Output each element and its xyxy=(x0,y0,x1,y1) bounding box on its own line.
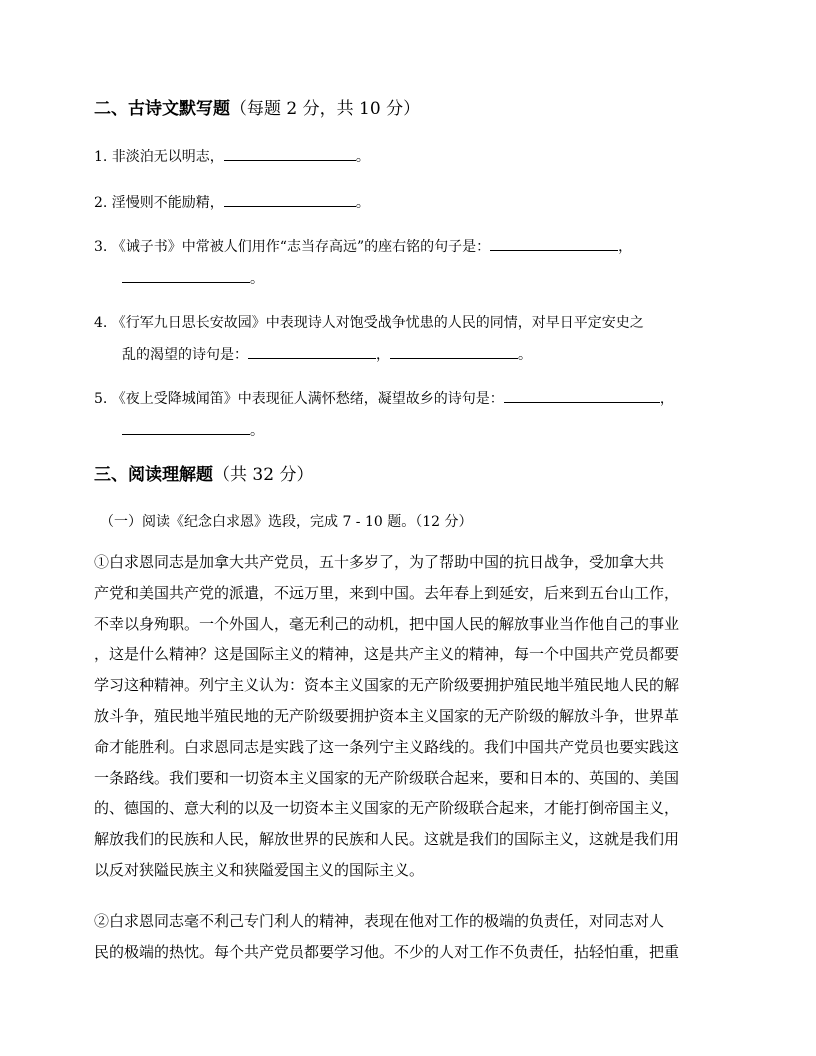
question-4-line-2 xyxy=(122,344,532,364)
section-3-score: （共 32 分） xyxy=(213,465,314,485)
reading-intro: （一）阅读《纪念白求恩》选段，完成 7 - 10 题。（12 分） xyxy=(100,514,473,530)
passage-paragraph-1 xyxy=(94,547,722,886)
question-5-text: 5. 《夜上受降城闻笛》中表现征人满怀愁绪，凝望故乡的诗句是： xyxy=(94,391,504,407)
passage-paragraph-2 xyxy=(94,906,722,968)
passage-line: 放斗争，殖民地半殖民地的无产阶级要拥护资本主义国家的无产阶级的解放斗争，世界革 xyxy=(94,706,680,725)
question-3-line-1 xyxy=(94,236,632,256)
section-3-heading xyxy=(94,460,313,485)
question-3-line-2 xyxy=(122,268,264,288)
answer-blank[interactable] xyxy=(122,281,250,283)
question-3-text: 3. 《诫子书》中常被人们用作“志当存高远”的座右铭的句子是： xyxy=(94,239,491,255)
section-2-score: （每题 2 分，共 10 分） xyxy=(230,99,421,119)
passage-line: 产党和美国共产党的派遣，不远万里，来到中国。去年春上到延安，后来到五台山工作， xyxy=(94,583,680,602)
answer-blank[interactable] xyxy=(248,357,376,359)
question-5-line-2 xyxy=(122,420,264,440)
question-4-comma: ， xyxy=(376,347,390,363)
question-5-line-1 xyxy=(94,388,674,408)
passage-line: 一条路线。我们要和一切资本主义国家的无产阶级联合起来，要和日本的、英国的、美国 xyxy=(94,768,680,787)
question-3-comma: ， xyxy=(618,239,633,255)
question-4-line-1 xyxy=(94,312,644,332)
question-2 xyxy=(94,192,370,212)
answer-blank[interactable] xyxy=(224,159,356,161)
question-5-end: 。 xyxy=(250,423,264,439)
passage-line: 学习这种精神。列宁主义认为：资本主义国家的无产阶级要拥护殖民地半殖民地人民的解 xyxy=(94,676,680,695)
passage-line: ，这是什么精神？这是国际主义的精神，这是共产主义的精神，每一个中国共产党员都要 xyxy=(94,645,680,664)
answer-blank[interactable] xyxy=(504,401,660,403)
answer-blank[interactable] xyxy=(390,357,518,359)
question-1 xyxy=(94,146,370,166)
question-4-end: 。 xyxy=(518,347,532,363)
passage-line: 的、德国的、意大利的以及一切资本主义国家的无产阶级联合起来，才能打倒帝国主义， xyxy=(94,799,680,818)
question-2-end: 。 xyxy=(355,195,370,211)
question-1-end: 。 xyxy=(355,149,370,165)
answer-blank[interactable] xyxy=(490,249,618,251)
passage-line: 以反对狭隘民族主义和狭隘爱国主义的国际主义。 xyxy=(94,860,425,879)
question-4-text-2: 乱的渴望的诗句是： xyxy=(122,347,248,363)
passage-line: 解放我们的民族和人民，解放世界的民族和人民。这就是我们的国际主义，这就是我们用 xyxy=(94,830,680,849)
passage-line: 命才能胜利。白求恩同志是实践了这一条列宁主义路线的。我们中国共产党员也要实践这 xyxy=(94,737,680,756)
question-1-text: 1. 非淡泊无以明志， xyxy=(94,149,224,165)
answer-blank[interactable] xyxy=(122,433,250,435)
question-5-comma: ， xyxy=(659,391,674,407)
passage-line: ①白求恩同志是加拿大共产党员，五十多岁了，为了帮助中国的抗日战争，受加拿大共 xyxy=(94,553,665,571)
passage-line: 不幸以身殉职。一个外国人，毫无利己的动机，把中国人民的解放事业当作他自己的事业 xyxy=(94,614,680,633)
question-2-text: 2. 淫慢则不能励精， xyxy=(94,195,224,211)
section-2-title: 二、古诗文默写题 xyxy=(94,99,230,119)
section-3-title: 三、阅读理解题 xyxy=(94,465,213,485)
question-4-text: 4. 《行军九日思长安故园》中表现诗人对饱受战争忧患的人民的同情，对早日平定安史之 xyxy=(94,315,644,331)
passage-line: 民的极端的热忱。每个共产党员都要学习他。不少的人对工作不负责任，拈轻怕重，把重 xyxy=(94,942,680,961)
question-3-end: 。 xyxy=(250,271,264,287)
section-2-heading xyxy=(94,94,420,119)
answer-blank[interactable] xyxy=(224,205,356,207)
passage-line: ②白求恩同志毫不利己专门利人的精神，表现在他对工作的极端的负责任，对同志对人 xyxy=(94,912,665,930)
